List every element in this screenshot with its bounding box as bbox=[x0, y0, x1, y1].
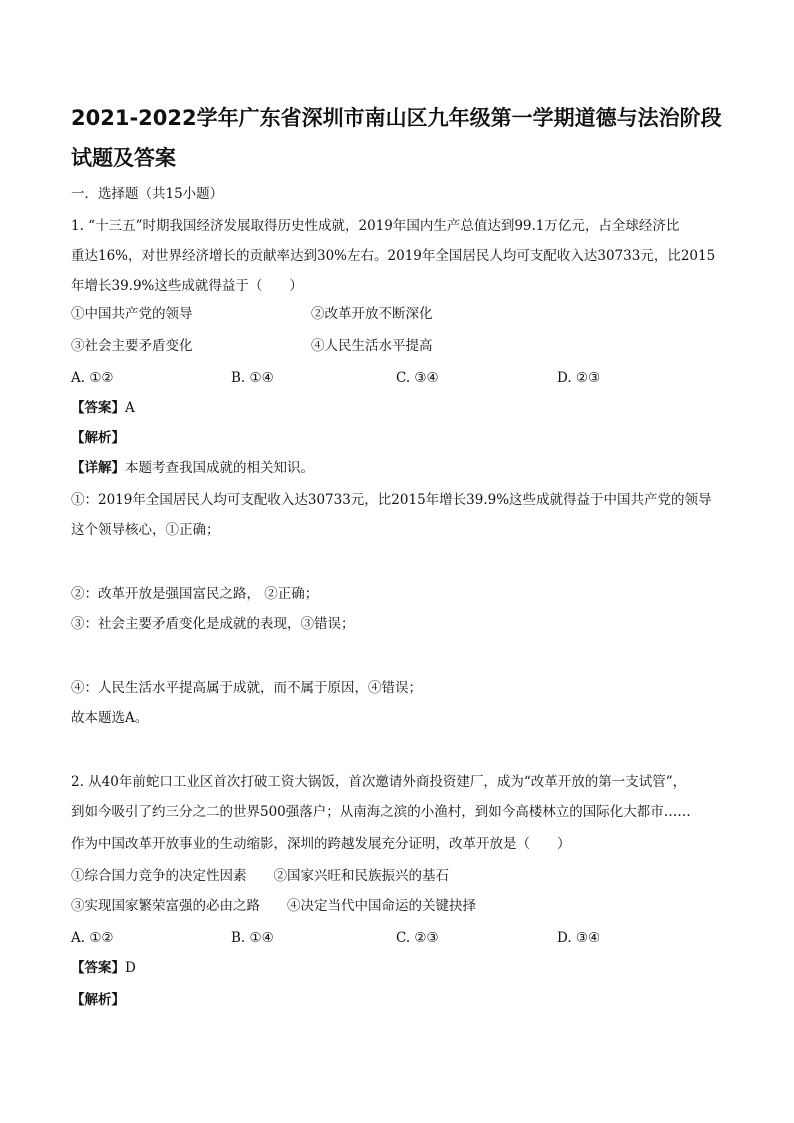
q2-stem-line1: 2. 从40年前蛇口工业区首次打破工资大锅饭，首次邀请外商投资建厂，成为“改革开放的第一支试管”， bbox=[71, 774, 687, 790]
q2-stem-line3: 作为中国改革开放事业的生动缩影，深圳的跨越发展充分证明，改革开放是（ ） bbox=[71, 836, 571, 852]
q2-answer bbox=[71, 958, 136, 978]
section-heading: 一．选择题（共15小题） bbox=[71, 186, 224, 202]
q1-item-3: ③社会主要矛盾变化 bbox=[71, 338, 193, 354]
q2-option-a: A. ①② bbox=[71, 930, 114, 946]
q1-conclusion: 故本题选A。 bbox=[71, 710, 149, 726]
q1-answer bbox=[71, 398, 135, 418]
q2-items-row2: ③实现国家繁荣富强的必由之路 ④决定当代中国命运的关键抉择 bbox=[71, 898, 476, 914]
q1-explain-1-line2: 这个领导核心，①正确； bbox=[71, 522, 220, 538]
q1-explain-2: ②：改革开放是强国富民之路， ②正确； bbox=[71, 586, 319, 602]
q1-item-1: ①中国共产党的领导 bbox=[71, 306, 193, 322]
q1-option-a: A. ①② bbox=[71, 370, 114, 386]
q1-explain-3: ③：社会主要矛盾变化是成就的表现，③错误； bbox=[71, 616, 355, 632]
q2-items-row1: ①综合国力竞争的决定性因素 ②国家兴旺和民族振兴的基石 bbox=[71, 868, 449, 884]
q1-detail-text: 本题考查我国成就的相关知识。 bbox=[125, 460, 314, 476]
q1-option-c: C. ③④ bbox=[396, 370, 439, 386]
q1-item-4: ④人民生活水平提高 bbox=[311, 338, 433, 354]
q1-answer-label: 【答案】 bbox=[71, 400, 125, 416]
q1-explain-1-line1: ①：2019年全国居民人均可支配收入达30733元，比2015年增长39.9%这些成就得益于中国共产党的领导 bbox=[71, 492, 712, 508]
q2-answer-label: 【答案】 bbox=[71, 960, 125, 976]
q2-option-c: C. ②③ bbox=[396, 930, 439, 946]
q2-answer-value: D bbox=[125, 960, 136, 976]
q2-option-b: B. ①④ bbox=[231, 930, 274, 946]
q1-detail-label: 【详解】 bbox=[71, 460, 125, 476]
q2-option-d: D. ③④ bbox=[557, 930, 601, 946]
q1-stem-line1: 1. “十三五”时期我国经济发展取得历史性成就，2019年国内生产总值达到99.1万亿元，占全球经济比 bbox=[71, 218, 680, 234]
q1-option-b: B. ①④ bbox=[231, 370, 274, 386]
q2-analysis-label: 【解析】 bbox=[71, 992, 125, 1008]
q1-detail bbox=[71, 458, 314, 478]
q1-analysis-label: 【解析】 bbox=[71, 430, 125, 446]
document-title-line2: 试题及答案 bbox=[71, 146, 176, 170]
document-title-line1: 2021-2022学年广东省深圳市南山区九年级第一学期道德与法治阶段 bbox=[71, 106, 722, 130]
q2-stem-line2: 到如今吸引了约三分之二的世界500强落户；从南海之滨的小渔村，到如今高楼林立的国际化大都市…… bbox=[71, 804, 691, 820]
q1-item-2: ②改革开放不断深化 bbox=[311, 306, 433, 322]
q1-answer-value: A bbox=[125, 400, 135, 416]
q1-option-d: D. ②③ bbox=[557, 370, 601, 386]
q1-stem-line3: 年增长39.9%这些成就得益于（ ） bbox=[71, 278, 303, 294]
q1-explain-4: ④：人民生活水平提高属于成就，而不属于原因，④错误； bbox=[71, 680, 422, 696]
q1-stem-line2: 重达16%，对世界经济增长的贡献率达到30%左右。2019年全国居民人均可支配收入达30733元，比2015 bbox=[71, 248, 716, 264]
